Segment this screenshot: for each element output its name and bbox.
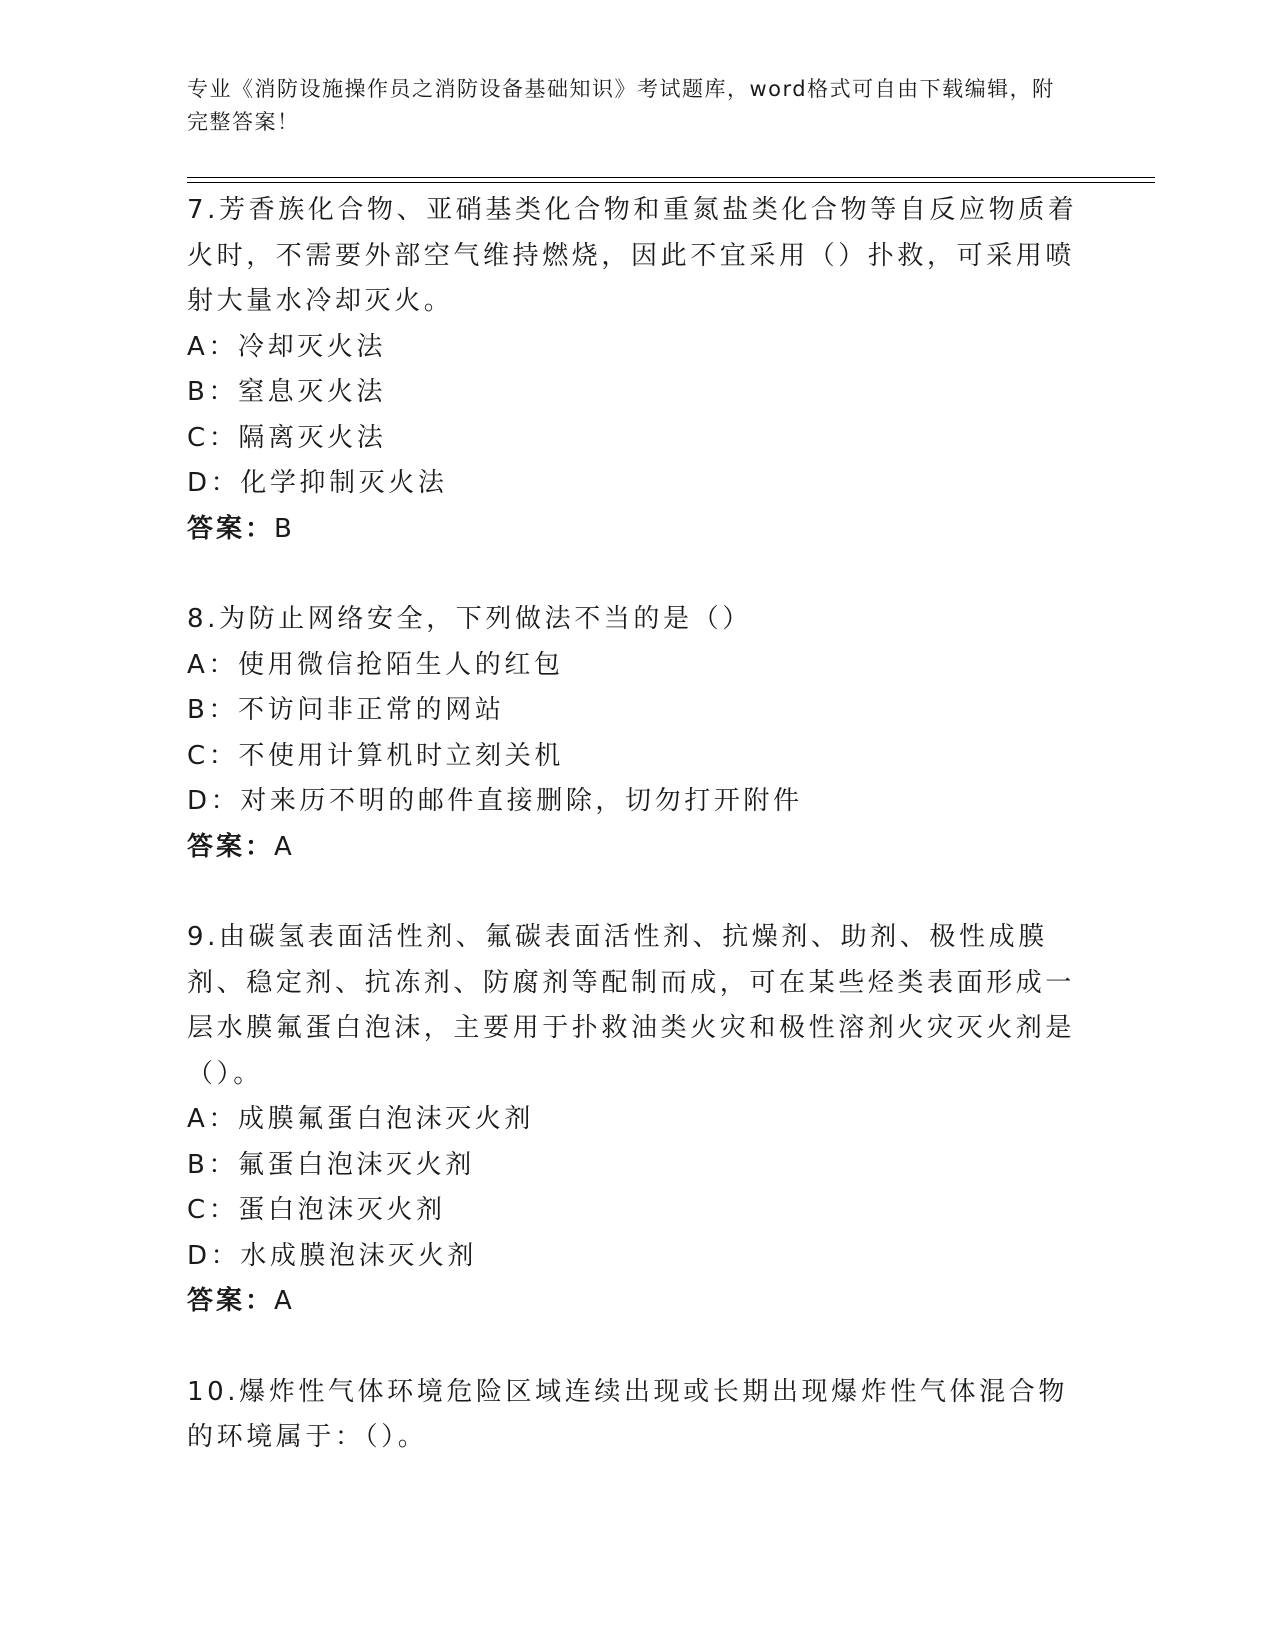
question-stem: 8.为防止网络安全，下列做法不当的是（） — [187, 604, 752, 634]
question-9 — [187, 915, 1087, 1325]
option-a: A：冷却灭火法 — [187, 331, 386, 362]
option-c: C：隔离灭火法 — [187, 422, 387, 453]
answer-value: A — [274, 1286, 296, 1316]
header-divider-top — [187, 177, 1155, 178]
answer-line — [187, 825, 1087, 871]
question-8 — [187, 597, 1087, 870]
option-c: C：不使用计算机时立刻关机 — [187, 740, 564, 771]
option-a: A：成膜氟蛋白泡沫灭火剂 — [187, 1104, 534, 1134]
option-b: B：氟蛋白泡沫灭火剂 — [187, 1149, 475, 1180]
option-a: A：使用微信抢陌生人的红包 — [187, 649, 564, 680]
question-stem: 9.由碳氢表面活性剂、氟碳表面活性剂、抗燥剂、助剂、极性成膜剂、稳定剂、抗冻剂、防腐剂等配制而成，可在某些烃类表面形成一层水膜氟蛋白泡沫，主要用于扑救油类火灾和极性溶剂火灾灭火剂是（）。 — [187, 922, 1076, 1089]
question-stem: 10.爆炸性气体环境危险区域连续出现或长期出现爆炸性气体混合物的环境属于：（）。 — [187, 1376, 1068, 1452]
question-10 — [187, 1370, 1087, 1461]
option-c: C：蛋白泡沫灭火剂 — [187, 1195, 446, 1225]
answer-value: B — [274, 513, 296, 544]
answer-line — [187, 507, 1087, 553]
option-d: D：水成膜泡沫灭火剂 — [187, 1240, 478, 1271]
answer-line — [187, 1279, 1087, 1325]
question-list — [187, 188, 1087, 1506]
option-d: D：对来历不明的邮件直接删除，切勿打开附件 — [187, 786, 803, 816]
question-stem: 7.芳香族化合物、亚硝基类化合物和重氮盐类化合物等自反应物质着火时，不需要外部空气维持燃烧，因此不宜采用（）扑救，可采用喷射大量水冷却灭火。 — [187, 195, 1078, 316]
answer-label: 答案： — [187, 831, 275, 862]
header-intro-text: 专业《消防设施操作员之消防设备基础知识》考试题库，word格式可自由下载编辑，附完整答案！ — [187, 77, 1055, 134]
answer-value: A — [274, 831, 296, 862]
answer-label: 答案： — [187, 1286, 275, 1316]
answer-label: 答案： — [187, 513, 275, 544]
option-b: B：窒息灭火法 — [187, 377, 387, 407]
header-divider-bottom — [187, 182, 1155, 183]
option-d: D：化学抑制灭火法 — [187, 468, 448, 498]
option-b: B：不访问非正常的网站 — [187, 695, 505, 725]
document-header — [187, 73, 1067, 139]
question-7 — [187, 188, 1087, 552]
